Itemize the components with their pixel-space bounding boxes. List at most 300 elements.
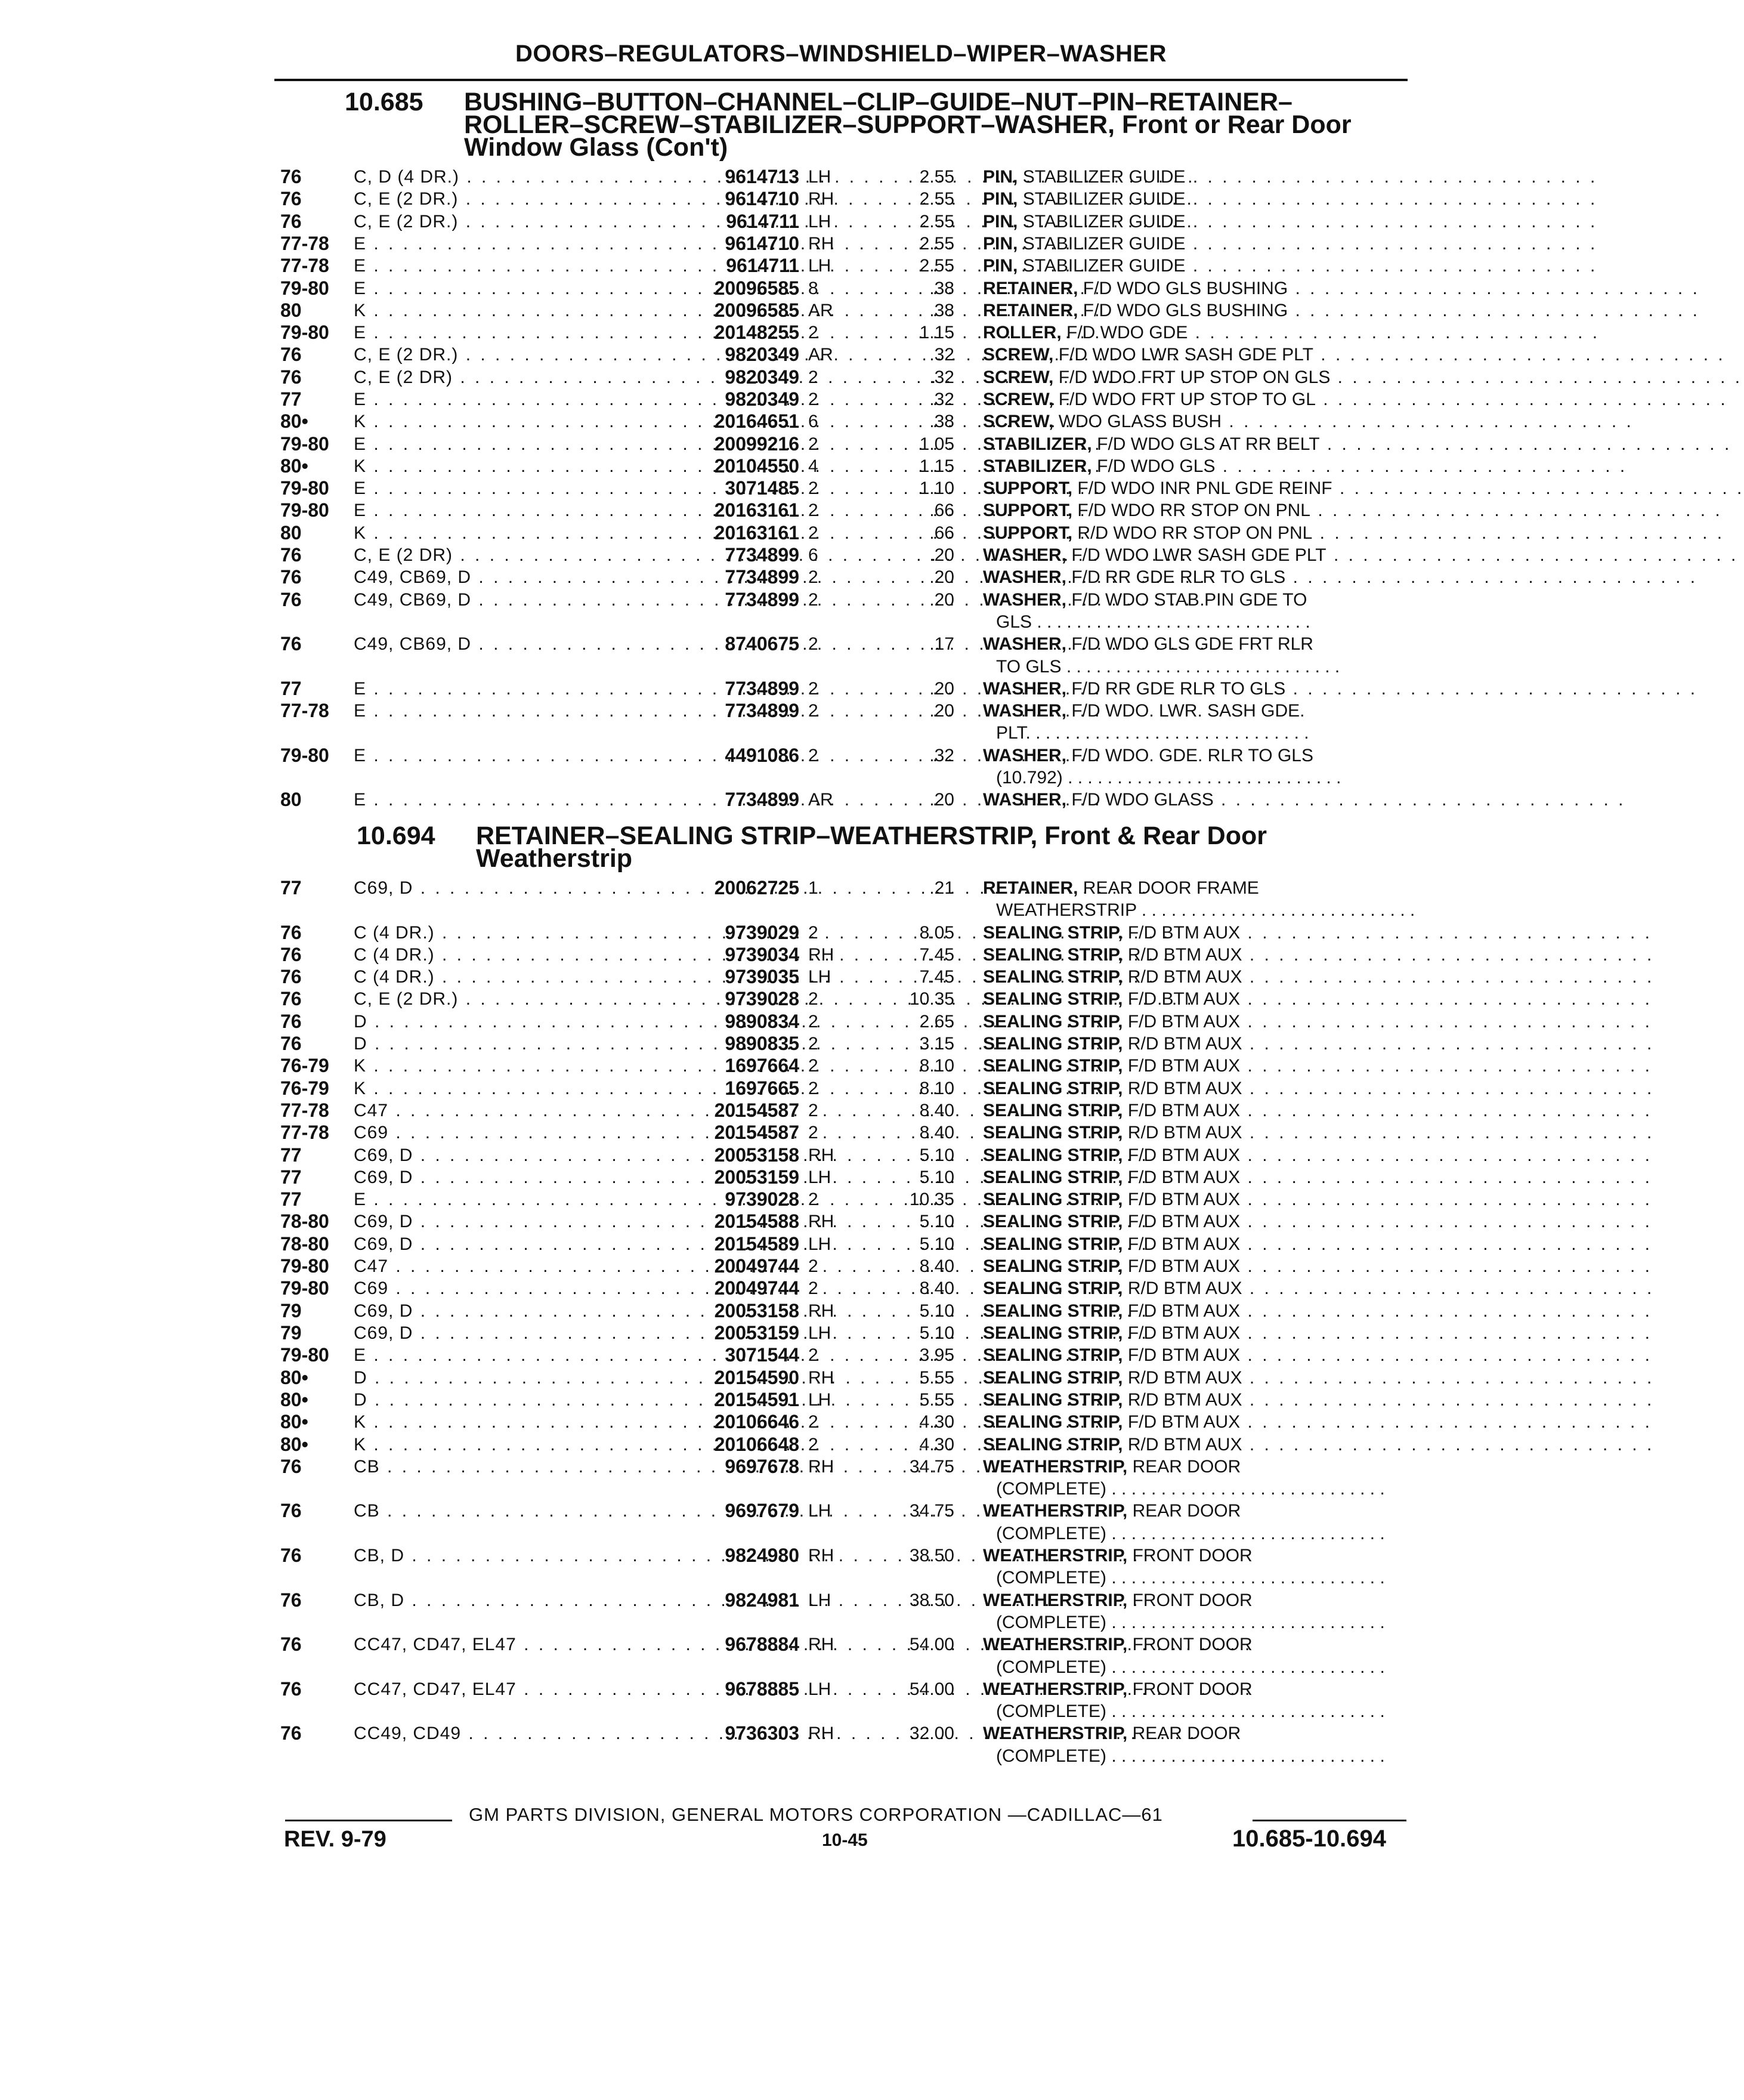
- model-year: 76: [280, 633, 302, 654]
- part-number: 20096585: [714, 277, 799, 299]
- section-title-line: RETAINER–SEALING STRIP–WEATHERSTRIP, Front & Rear Door: [476, 822, 1267, 850]
- model-codes: K . . .: [354, 522, 670, 544]
- leader-dots: . . . . . . . . . . . . . . . . . . . . . . . . . . . .: [1240, 1012, 1652, 1032]
- model-year: 77: [280, 1188, 302, 1210]
- part-detail: F/D WDO GLS GDE FRT RLR: [1071, 634, 1313, 654]
- model-year: 80•: [280, 1367, 308, 1388]
- list-price: .20: [929, 590, 954, 610]
- leader-dots: . . . . . . . . . . . . . . . . . . . . . . . . . . . .: [1188, 323, 1600, 342]
- part-description: [983, 299, 1700, 322]
- list-price: .66: [929, 523, 954, 543]
- part-number: 20154587: [714, 1122, 799, 1143]
- list-price: 5.10: [919, 1212, 954, 1231]
- part-description: [983, 1300, 1652, 1322]
- model-codes: CB, D . . .: [354, 1545, 670, 1567]
- model-year: 76: [280, 1678, 302, 1700]
- table-row: [0, 1166, 1652, 1188]
- part-detail: F/D WDO RR STOP ON PNL: [1077, 501, 1310, 520]
- part-detail: F/D BTM AUX: [1127, 1256, 1241, 1276]
- leader-dots: . . . . . . . . . . . . . . . . . . . . . . . . . . . .: [1319, 434, 1732, 454]
- quantity: LH: [808, 1390, 831, 1410]
- table-row: [0, 1434, 1655, 1456]
- model-codes: E . . .: [354, 255, 670, 277]
- part-name: PIN,: [983, 212, 1018, 231]
- list-price: 38.50: [909, 1546, 954, 1565]
- part-number: 3071485: [725, 477, 799, 499]
- table-row: [0, 1322, 1652, 1344]
- part-number: 7734899: [725, 566, 799, 588]
- quantity: LH: [808, 1323, 831, 1343]
- quantity: 2: [808, 1034, 818, 1054]
- table-row: [0, 1255, 1652, 1277]
- continuation-text: (COMPLETE): [996, 1524, 1107, 1543]
- part-name: SEALING STRIP,: [983, 1056, 1123, 1076]
- part-number: 9678884: [725, 1633, 799, 1655]
- part-name: SEALING STRIP,: [983, 967, 1123, 987]
- table-row: [0, 1144, 1652, 1166]
- part-description-continued: [996, 1478, 1414, 1500]
- part-detail: F/D BTM AUX: [1127, 1234, 1241, 1254]
- part-number: 9890834: [725, 1011, 799, 1032]
- model-codes: C (4 DR.) . . .: [354, 922, 670, 944]
- part-number: 20099216: [714, 433, 799, 455]
- part-name: RETAINER,: [983, 878, 1078, 898]
- table-row: [0, 789, 1626, 811]
- part-name: SCREW,: [983, 390, 1054, 409]
- model-codes: E . . .: [354, 1188, 670, 1210]
- list-price: 5.10: [919, 1145, 954, 1165]
- model-year: 76: [280, 922, 302, 943]
- list-price: 34.75: [909, 1501, 954, 1521]
- part-description-continued: [996, 722, 1414, 744]
- part-detail: FRONT DOOR: [1132, 1679, 1253, 1699]
- part-name: SEALING STRIP,: [983, 1234, 1123, 1254]
- part-description: [983, 988, 1652, 1010]
- part-name: SEALING STRIP,: [983, 1412, 1123, 1432]
- part-name: SEALING STRIP,: [983, 1301, 1123, 1321]
- part-detail: F/D WDO. LWR. SASH GDE.: [1071, 701, 1305, 721]
- header-rule: [274, 79, 1408, 81]
- model-year: 80•: [280, 1434, 308, 1455]
- quantity: 2: [808, 590, 818, 610]
- list-price: 3.15: [919, 1034, 954, 1054]
- model-year: 76-79: [280, 1055, 329, 1076]
- part-description: [983, 388, 1728, 410]
- quantity: 2: [808, 323, 818, 342]
- model-codes: C, E (2 DR.) . . .: [354, 211, 670, 233]
- list-price: .38: [929, 412, 954, 431]
- list-price: 2.55: [919, 212, 954, 231]
- list-price: .32: [929, 345, 954, 365]
- list-price: 1.15: [919, 323, 954, 342]
- part-detail: REAR DOOR FRAME: [1083, 878, 1259, 898]
- part-number: 20053158: [714, 1144, 799, 1166]
- model-year: 77-78: [280, 700, 329, 721]
- quantity: RH: [808, 945, 834, 965]
- part-description: [983, 188, 1598, 210]
- part-detail: R/D BTM AUX: [1127, 1278, 1242, 1298]
- part-description: [983, 944, 1655, 966]
- footer-revision: REV. 9-79: [284, 1827, 386, 1852]
- table-row-continuation: [0, 1700, 1508, 1722]
- quantity: 2: [808, 523, 818, 543]
- quantity: 2: [808, 1190, 818, 1209]
- table-row: [0, 1077, 1655, 1100]
- part-description-continued: [996, 1745, 1414, 1767]
- part-number: 9678885: [725, 1678, 799, 1700]
- part-name: PIN,: [983, 167, 1018, 187]
- part-description: [983, 966, 1655, 988]
- list-price: 8.05: [919, 923, 954, 943]
- quantity: 2: [808, 434, 818, 454]
- list-price: 5.10: [919, 1301, 954, 1321]
- leader-dots: . . . . . . . . . . . . . . . . . . . . . . . . . . . .: [1240, 1056, 1652, 1076]
- quantity: 2: [808, 1345, 818, 1365]
- leader-dots: . . . . . . . . . . . . . . . . . . . . . . . . . . . .: [1288, 279, 1700, 298]
- leader-dots: . . . . . . . . . . . . . . . . . . . . . . . . . . . .: [1242, 1123, 1655, 1142]
- part-description: [983, 1100, 1652, 1122]
- part-number: 9739034: [725, 944, 799, 965]
- leader-dots: . . . . . . . . . . . . . . . . . . . . . . . . . . . .: [1106, 1657, 1385, 1677]
- model-year: 76: [280, 988, 302, 1009]
- part-description-continued: [996, 611, 1414, 633]
- part-description-continued: [996, 767, 1414, 789]
- part-description-continued: [996, 1522, 1414, 1545]
- leader-dots: . . . . . . . . . . . . . . . . . . . . . . . . . . . .: [1315, 390, 1728, 409]
- list-price: 8.40: [919, 1256, 954, 1276]
- leader-dots: . . . . . . . . . . . . . . . . . . . . . . . . . . . .: [1242, 1368, 1655, 1388]
- list-price: 8.40: [919, 1101, 954, 1120]
- part-name: PIN,: [983, 256, 1018, 276]
- part-name: SEALING STRIP,: [983, 1368, 1123, 1388]
- part-number: 20164651: [714, 410, 799, 432]
- quantity: LH: [808, 967, 831, 987]
- part-description-continued: [996, 656, 1414, 678]
- part-name: SEALING STRIP,: [983, 1212, 1123, 1231]
- model-codes: C69, D . . .: [354, 1166, 670, 1188]
- part-detail: F/D BTM AUX: [1127, 1412, 1241, 1432]
- quantity: LH: [808, 1168, 831, 1187]
- quantity: AR: [808, 345, 833, 365]
- model-codes: C69 . . .: [354, 1122, 670, 1144]
- quantity: 6: [808, 545, 818, 565]
- model-codes: K . . .: [354, 1077, 670, 1100]
- list-price: 5.10: [919, 1168, 954, 1187]
- part-description: [983, 745, 1414, 767]
- section-title-line: Weatherstrip: [476, 844, 633, 873]
- table-row: [0, 1055, 1652, 1077]
- quantity: RH: [808, 1301, 834, 1321]
- quantity: 2: [808, 1278, 818, 1298]
- part-description: [983, 344, 1726, 366]
- part-name: RETAINER,: [983, 301, 1078, 320]
- part-description: [983, 1434, 1655, 1456]
- model-codes: C69 . . .: [354, 1277, 670, 1299]
- list-price: .38: [929, 279, 954, 298]
- table-row: [0, 1389, 1655, 1411]
- part-description: [983, 366, 1743, 388]
- model-year: 76: [280, 1633, 302, 1655]
- part-number: 20163161: [714, 499, 799, 521]
- quantity: 2: [808, 390, 818, 409]
- part-detail: F/D WDO GLS BUSHING: [1083, 301, 1288, 320]
- table-row: [0, 1722, 1508, 1744]
- footer-rule-left: [285, 1820, 452, 1821]
- table-row: [0, 477, 1744, 499]
- leader-dots: . . . . . . . . . . . . . . . . . . . . . . . . . . . .: [1106, 1524, 1385, 1543]
- list-price: 32.00: [909, 1724, 954, 1743]
- model-codes: CC47, CD47, EL47 . . .: [354, 1633, 670, 1656]
- page-header: [274, 39, 1408, 81]
- continuation-text: (COMPLETE): [996, 1568, 1107, 1588]
- part-detail: F/D BTM AUX: [1127, 1012, 1241, 1032]
- list-price: 5.10: [919, 1234, 954, 1254]
- part-name: SEALING STRIP,: [983, 989, 1123, 1009]
- model-year: 79: [280, 1322, 302, 1344]
- table-row: [0, 1500, 1508, 1522]
- table-row: [0, 1300, 1652, 1322]
- part-detail: F/D WDO STAB PIN GDE TO: [1071, 590, 1307, 610]
- model-year: 76-79: [280, 1077, 329, 1099]
- part-name: WEATHERSTRIP,: [983, 1679, 1128, 1699]
- part-number: 9820349: [725, 344, 799, 365]
- continuation-text: (COMPLETE): [996, 1657, 1107, 1677]
- part-description: [983, 522, 1725, 544]
- part-name: WASHER,: [983, 590, 1067, 610]
- list-price: .66: [929, 501, 954, 520]
- model-codes: K . . .: [354, 1434, 670, 1456]
- model-codes: C, E (2 DR.) . . .: [354, 988, 670, 1010]
- part-detail: REAR DOOR: [1132, 1501, 1241, 1521]
- quantity: RH: [808, 1635, 834, 1654]
- list-price: .20: [929, 679, 954, 699]
- model-year: 78-80: [280, 1233, 329, 1255]
- model-year: 76: [280, 1500, 302, 1521]
- part-number: 20104550: [714, 455, 799, 477]
- list-price: 8.10: [919, 1056, 954, 1076]
- table-row: [0, 1277, 1655, 1299]
- leader-dots: . . . . . . . . . . . . . . . . . . . . . . . . . . . .: [1185, 234, 1598, 254]
- part-description: [983, 1344, 1652, 1366]
- model-codes: E . . .: [354, 233, 670, 255]
- model-year: 80: [280, 522, 302, 543]
- list-price: 5.55: [919, 1368, 954, 1388]
- model-codes: K . . .: [354, 1411, 670, 1433]
- quantity: RH: [808, 1368, 834, 1388]
- table-row: [0, 1033, 1655, 1055]
- table-row: [0, 745, 1508, 767]
- section-number: 10.694: [357, 822, 435, 850]
- part-detail: R/D BTM AUX: [1127, 1079, 1242, 1098]
- part-detail: R/D BTM AUX: [1127, 1435, 1242, 1454]
- part-name: SUPPORT,: [983, 523, 1073, 543]
- part-number: 3071544: [725, 1344, 799, 1366]
- part-detail: F/D WDO GLS BUSHING: [1083, 279, 1288, 298]
- leader-dots: . . . . . . . . . . . . . . . . . . . . . . . . . . . .: [1240, 1168, 1652, 1187]
- list-price: 2.65: [919, 1012, 954, 1032]
- part-detail: F/D BTM AUX: [1127, 1190, 1241, 1209]
- part-detail: F/D WDO FRT UP STOP ON GLS: [1058, 368, 1331, 387]
- part-number: 9697678: [725, 1456, 799, 1477]
- part-name: WASHER,: [983, 634, 1067, 654]
- quantity: 8: [808, 279, 818, 298]
- part-description: [983, 1322, 1652, 1344]
- model-codes: CB . . .: [354, 1500, 670, 1522]
- part-name: SEALING STRIP,: [983, 1345, 1123, 1365]
- part-description: [983, 700, 1414, 722]
- part-name: SEALING STRIP,: [983, 1190, 1123, 1209]
- part-description: [983, 1411, 1652, 1433]
- quantity: 2: [808, 1012, 818, 1032]
- part-detail: F/D WDO GLS AT RR BELT: [1097, 434, 1320, 454]
- part-number: 9820349: [725, 366, 799, 388]
- table-row: [0, 1344, 1652, 1366]
- part-number: 7734899: [725, 544, 799, 566]
- list-price: 1.10: [919, 478, 954, 498]
- part-number: 9736303: [725, 1722, 799, 1744]
- list-price: 4.30: [919, 1412, 954, 1432]
- part-name: WASHER,: [983, 701, 1067, 721]
- quantity: RH: [808, 1457, 834, 1477]
- model-codes: C69, D . . .: [354, 1322, 670, 1344]
- continuation-text: PLT.: [996, 723, 1031, 743]
- section-title-line: ROLLER–SCREW–STABILIZER–SUPPORT–WASHER, Front or Rear Door: [464, 110, 1352, 139]
- model-codes: C69, D . . .: [354, 1210, 670, 1233]
- model-year: 79-80: [280, 322, 329, 343]
- part-description: [983, 1166, 1652, 1188]
- model-year: 76: [280, 966, 302, 987]
- part-name: STABILIZER,: [983, 456, 1092, 476]
- model-year: 76: [280, 544, 302, 566]
- leader-dots: . . . . . . . . . . . . . . . . . . . . . . . . . . . .: [1312, 523, 1725, 543]
- model-year: 80•: [280, 410, 308, 432]
- list-price: 8.40: [919, 1123, 954, 1142]
- model-year: 77: [280, 388, 302, 410]
- leader-dots: . . . . . . . . . . . . . . . . . . . . . . . . . . . .: [1242, 967, 1655, 987]
- quantity: LH: [808, 167, 831, 187]
- leader-dots: . . . . . . . . . . . . . . . . . . . . . . . . . . . .: [1061, 657, 1340, 677]
- model-year: 80•: [280, 1389, 308, 1410]
- model-year: 80•: [280, 1411, 308, 1432]
- leader-dots: . . . . . . . . . . . . . . . . . . . . . . . . . . . .: [1240, 1212, 1652, 1231]
- leader-dots: . . . . . . . . . . . . . . . . . . . . . . . . . . . .: [1136, 900, 1415, 920]
- continuation-text: GLS: [996, 612, 1032, 632]
- part-number: 9614713: [725, 166, 799, 187]
- table-row: [0, 1633, 1508, 1656]
- model-codes: E . . .: [354, 322, 670, 344]
- table-row-continuation: [0, 1656, 1508, 1678]
- model-year: 76: [280, 566, 302, 588]
- leader-dots: . . . . . . . . . . . . . . . . . . . . . . . . . . . .: [1185, 212, 1598, 231]
- model-year: 76: [280, 366, 302, 388]
- leader-dots: . . . . . . . . . . . . . . . . . . . . . . . . . . . .: [1242, 1435, 1655, 1454]
- part-number: 9820349: [725, 388, 799, 410]
- table-row: [0, 499, 1723, 521]
- list-price: .20: [929, 545, 954, 565]
- model-codes: C49, CB69, D . . .: [354, 589, 670, 611]
- part-number: 9824980: [725, 1545, 799, 1566]
- part-description: [983, 1055, 1652, 1077]
- part-detail: F/D RR GDE RLR TO GLS: [1071, 679, 1286, 699]
- table-row: [0, 1367, 1655, 1389]
- table-row: [0, 366, 1743, 388]
- part-detail: F/D BTM AUX: [1127, 1101, 1241, 1120]
- leader-dots: . . . . . . . . . . . . . . . . . . . . . . . . . . . .: [1240, 989, 1652, 1009]
- continuation-text: WEATHERSTRIP: [996, 900, 1137, 920]
- model-codes: CC47, CD47, EL47 . . .: [354, 1678, 670, 1700]
- leader-dots: . . . . . . . . . . . . . . . . . . . . . . . . . . . .: [1240, 1323, 1652, 1343]
- model-year: 76: [280, 211, 302, 232]
- part-number: 20049744: [714, 1255, 799, 1277]
- part-description: [983, 544, 1739, 566]
- part-detail: R/D WDO RR STOP ON PNL: [1077, 523, 1313, 543]
- table-row-continuation: [0, 1567, 1508, 1589]
- model-codes: C, E (2 DR.) . . .: [354, 344, 670, 366]
- list-price: 7.45: [919, 967, 954, 987]
- list-price: .20: [929, 790, 954, 810]
- part-description: [983, 1722, 1414, 1744]
- model-codes: C, D (4 DR.) . . .: [354, 166, 670, 188]
- model-codes: E . . .: [354, 700, 670, 722]
- table-row: [0, 344, 1726, 366]
- quantity: 6: [808, 412, 818, 431]
- table-row: [0, 388, 1728, 410]
- part-detail: STABILIZER GUIDE: [1022, 212, 1186, 231]
- table-row: [0, 255, 1598, 277]
- part-name: SUPPORT,: [983, 501, 1073, 520]
- model-codes: C69, D . . .: [354, 1300, 670, 1322]
- part-name: WEATHERSTRIP,: [983, 1724, 1128, 1743]
- table-row: [0, 433, 1732, 455]
- model-codes: C, E (2 DR) . . .: [354, 366, 670, 388]
- list-price: .17: [929, 634, 954, 654]
- part-detail: F/D BTM AUX: [1127, 1323, 1241, 1343]
- model-codes: C (4 DR.) . . .: [354, 966, 670, 988]
- part-description: [983, 1122, 1655, 1144]
- model-codes: C, E (2 DR.) . . .: [354, 188, 670, 210]
- part-description: [983, 1144, 1652, 1166]
- part-name: SEALING STRIP,: [983, 1390, 1123, 1410]
- part-description: [983, 233, 1598, 255]
- part-description-continued: [996, 1567, 1414, 1589]
- part-name: STABILIZER,: [983, 434, 1092, 454]
- model-year: 77: [280, 877, 302, 898]
- model-codes: D . . .: [354, 1011, 670, 1033]
- table-row: [0, 700, 1508, 722]
- part-description: [983, 678, 1698, 700]
- quantity: RH: [808, 1212, 834, 1231]
- model-year: 79-80: [280, 499, 329, 521]
- model-codes: CC49, CD49 . . .: [354, 1722, 670, 1744]
- model-year: 77-78: [280, 233, 329, 254]
- leader-dots: . . . . . . . . . . . . . . . . . . . . . . . . . . . .: [1242, 1034, 1655, 1054]
- table-row: [0, 1678, 1508, 1700]
- quantity: 2: [808, 1123, 818, 1142]
- model-year: 80•: [280, 455, 308, 477]
- part-name: WEATHERSTRIP,: [983, 1591, 1128, 1610]
- part-description: [983, 1188, 1652, 1210]
- part-description-continued: [996, 1656, 1414, 1678]
- part-name: WASHER,: [983, 567, 1067, 587]
- model-codes: D . . .: [354, 1033, 670, 1055]
- part-detail: STABILIZER GUIDE: [1022, 234, 1186, 254]
- part-number: 20053159: [714, 1166, 799, 1188]
- part-number: 7734899: [725, 589, 799, 610]
- table-row: [0, 1456, 1508, 1478]
- quantity: LH: [808, 1501, 831, 1521]
- list-price: .21: [929, 878, 954, 898]
- table-row: [0, 944, 1655, 966]
